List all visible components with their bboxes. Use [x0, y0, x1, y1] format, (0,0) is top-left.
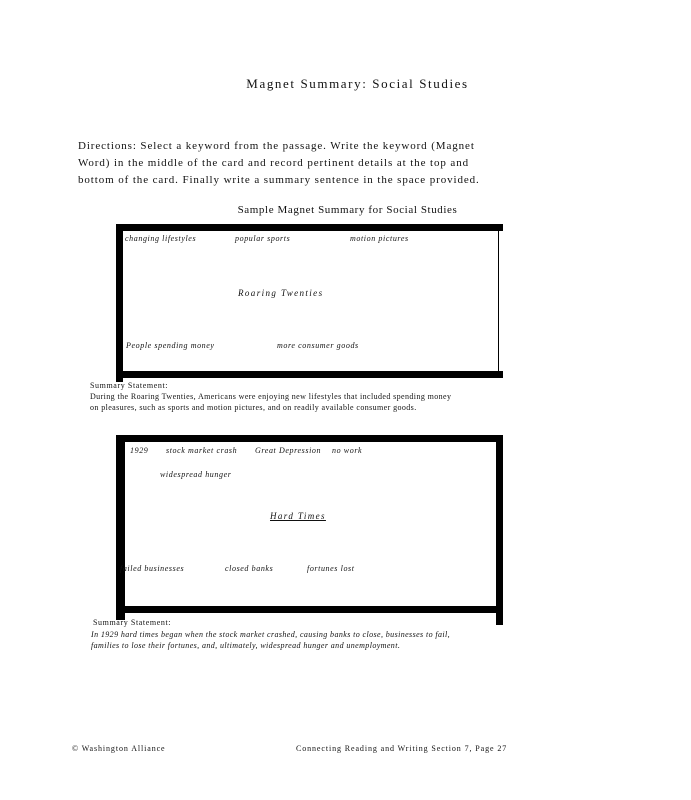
- summary-label-2: Summary Statement:: [93, 618, 172, 627]
- detail-top-1: 1929: [130, 446, 149, 455]
- magnet-word: Hard Times: [270, 511, 326, 521]
- card-border-bottom: [116, 606, 503, 613]
- summary-line-2b: families to lose their fortunes, and, ultimately, widespread hunger and unemployment.: [91, 641, 401, 650]
- detail-top-2: popular sports: [235, 234, 291, 243]
- card-border-top: [116, 224, 503, 231]
- summary-line-1b: on pleasures, such as sports and motion pictures, and on readily available consumer goods.: [90, 403, 417, 412]
- detail-top-4: no work: [332, 446, 363, 455]
- sample-heading: Sample Magnet Summary for Social Studies: [237, 204, 458, 216]
- detail-top-3: Great Depression: [255, 446, 322, 455]
- magnet-word: Roaring Twenties: [238, 288, 324, 298]
- detail-bottom-2: closed banks: [225, 564, 274, 573]
- detail-top-2: stock market crash: [166, 446, 238, 455]
- card-border-right: [498, 231, 499, 374]
- detail-top-3: motion pictures: [350, 234, 409, 243]
- card-border-right: [496, 435, 503, 625]
- detail-bottom-2: more consumer goods: [277, 341, 359, 350]
- summary-label-1: Summary Statement:: [90, 381, 169, 390]
- card-border-top: [116, 435, 503, 442]
- footer-page-ref: Connecting Reading and Writing Section 7, Page 27: [296, 744, 508, 753]
- detail-top-1: changing lifestyles: [125, 234, 197, 243]
- detail-extra: widespread hunger: [160, 470, 232, 479]
- detail-bottom-1: People spending money: [126, 341, 215, 350]
- card-border-left: [116, 224, 123, 382]
- summary-line-2a: In 1929 hard times began when the stock market crashed, causing banks to close, businesses to fail,: [91, 630, 451, 639]
- card-border-left: [116, 435, 125, 620]
- card-border-bottom: [116, 371, 503, 378]
- page-title: Magnet Summary: Social Studies: [246, 76, 469, 91]
- summary-line-1a: During the Roaring Twenties, Americans were enjoying new lifestyles that included spending money: [90, 392, 452, 401]
- footer-copyright: © Washington Alliance: [72, 744, 166, 753]
- directions-text: Directions: Select a keyword from the passage. Write the keyword (Magnet Word) in the middle of the card and record pertinent details at the top and bottom of the card. Finally write a summary sentence in the space provided.: [78, 140, 480, 186]
- detail-bottom-3: fortunes lost: [307, 564, 355, 573]
- detail-bottom-1: failed businesses: [120, 564, 185, 573]
